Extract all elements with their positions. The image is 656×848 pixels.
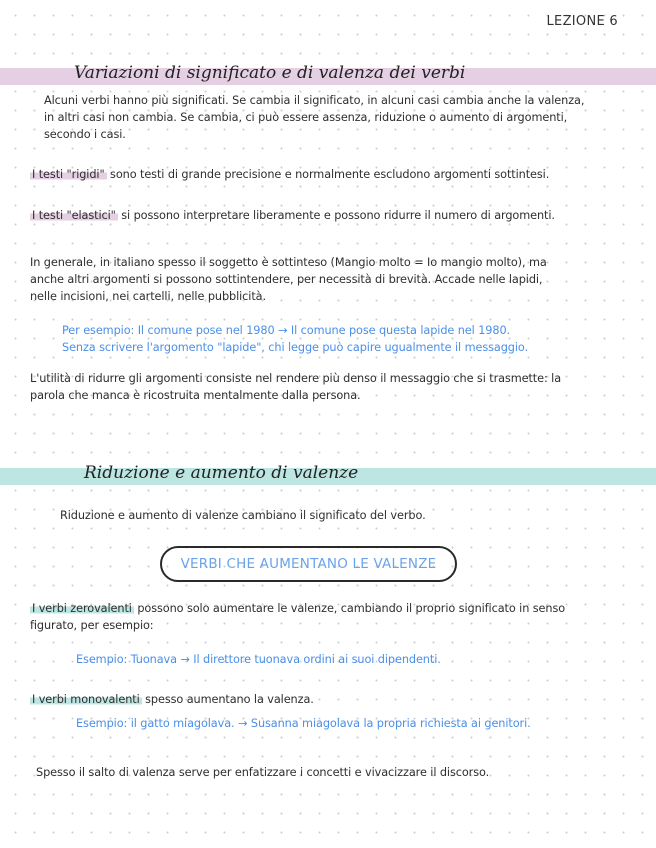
- elastic-texts-term: I testi "elastici": [32, 209, 116, 222]
- section-2-title: Riduzione e aumento di valenze: [84, 463, 359, 483]
- lesson-label: LEZIONE 6: [546, 14, 618, 29]
- rigid-texts-paragraph: [30, 166, 630, 183]
- text-line: L'utilità di ridurre gli argomenti consiste nel rendere più denso il messaggio che si trasmette: la: [30, 372, 562, 385]
- rigid-texts-definition: sono testi di grande precisione e normalmente escludono argomenti sottintesi.: [106, 168, 550, 181]
- rigid-texts-term: I testi "rigidi": [32, 168, 105, 181]
- section-1-title: Variazioni di significato e di valenza dei verbi: [74, 63, 466, 83]
- text-line: in altri casi non cambia. Se cambia, ci può essere assenza, riduzione o aumento di argomenti,: [44, 111, 568, 124]
- text-line: parola che manca è ricostruita mentalmente dalla persona.: [30, 389, 361, 402]
- text-line: secondo i casi.: [44, 128, 126, 141]
- text-line: Alcuni verbi hanno più significati. Se cambia il significato, in alcuni casi cambia anche la valenza,: [44, 94, 585, 107]
- elastic-texts-definition: si possono interpretare liberamente e possono ridurre il numero di argomenti.: [117, 209, 555, 222]
- zerovalent-example: Esempio: Tuonava → Il direttore tuonava ordini ai suoi dipendenti.: [76, 653, 441, 666]
- monovalent-example: Esempio: il gatto miagolava. → Susanna miagolava la propria richiesta ai genitori.: [76, 717, 531, 730]
- monovalent-term: I verbi monovalenti: [32, 693, 140, 706]
- section-1-intro: [44, 92, 634, 143]
- section-2-intro: Riduzione e aumento di valenze cambiano il significato del verbo.: [60, 509, 426, 522]
- zerovalent-definition: possono solo aumentare le valenze, cambiando il proprio significato in senso: [133, 602, 566, 615]
- example-line: Per esempio: Il comune pose nel 1980 → Il comune pose questa lapide nel 1980.: [62, 324, 511, 337]
- text-line: anche altri argomenti si possono sottintendere, per necessità di brevità. Accade nelle lapidi,: [30, 273, 543, 286]
- text-line: figurato, per esempio:: [30, 619, 154, 632]
- monovalent-definition: spesso aumentano la valenza.: [141, 693, 314, 706]
- elastic-texts-paragraph: [30, 207, 630, 224]
- zerovalent-term: I verbi zerovalenti: [32, 602, 132, 615]
- text-line: [30, 600, 630, 617]
- closing-paragraph: Spesso il salto di valenza serve per enfatizzare i concetti e vivacizzare il discorso.: [36, 766, 490, 779]
- general-paragraph: [30, 254, 630, 305]
- valence-increase-pill: VERBI CHE AUMENTANO LE VALENZE: [160, 546, 457, 582]
- lapide-example: [62, 322, 622, 356]
- text-line: nelle incisioni, nei cartelli, nelle pubblicità.: [30, 290, 266, 303]
- example-line: Senza scrivere l'argomento "lapide", chi legge può capire ugualmente il messaggio.: [62, 341, 529, 354]
- text-line: In generale, in italiano spesso il soggetto è sottinteso (Mangio molto = Io mangio molto), ma: [30, 256, 547, 269]
- utility-paragraph: [30, 370, 630, 404]
- monovalent-paragraph: [30, 691, 630, 708]
- zerovalent-paragraph: [30, 600, 630, 634]
